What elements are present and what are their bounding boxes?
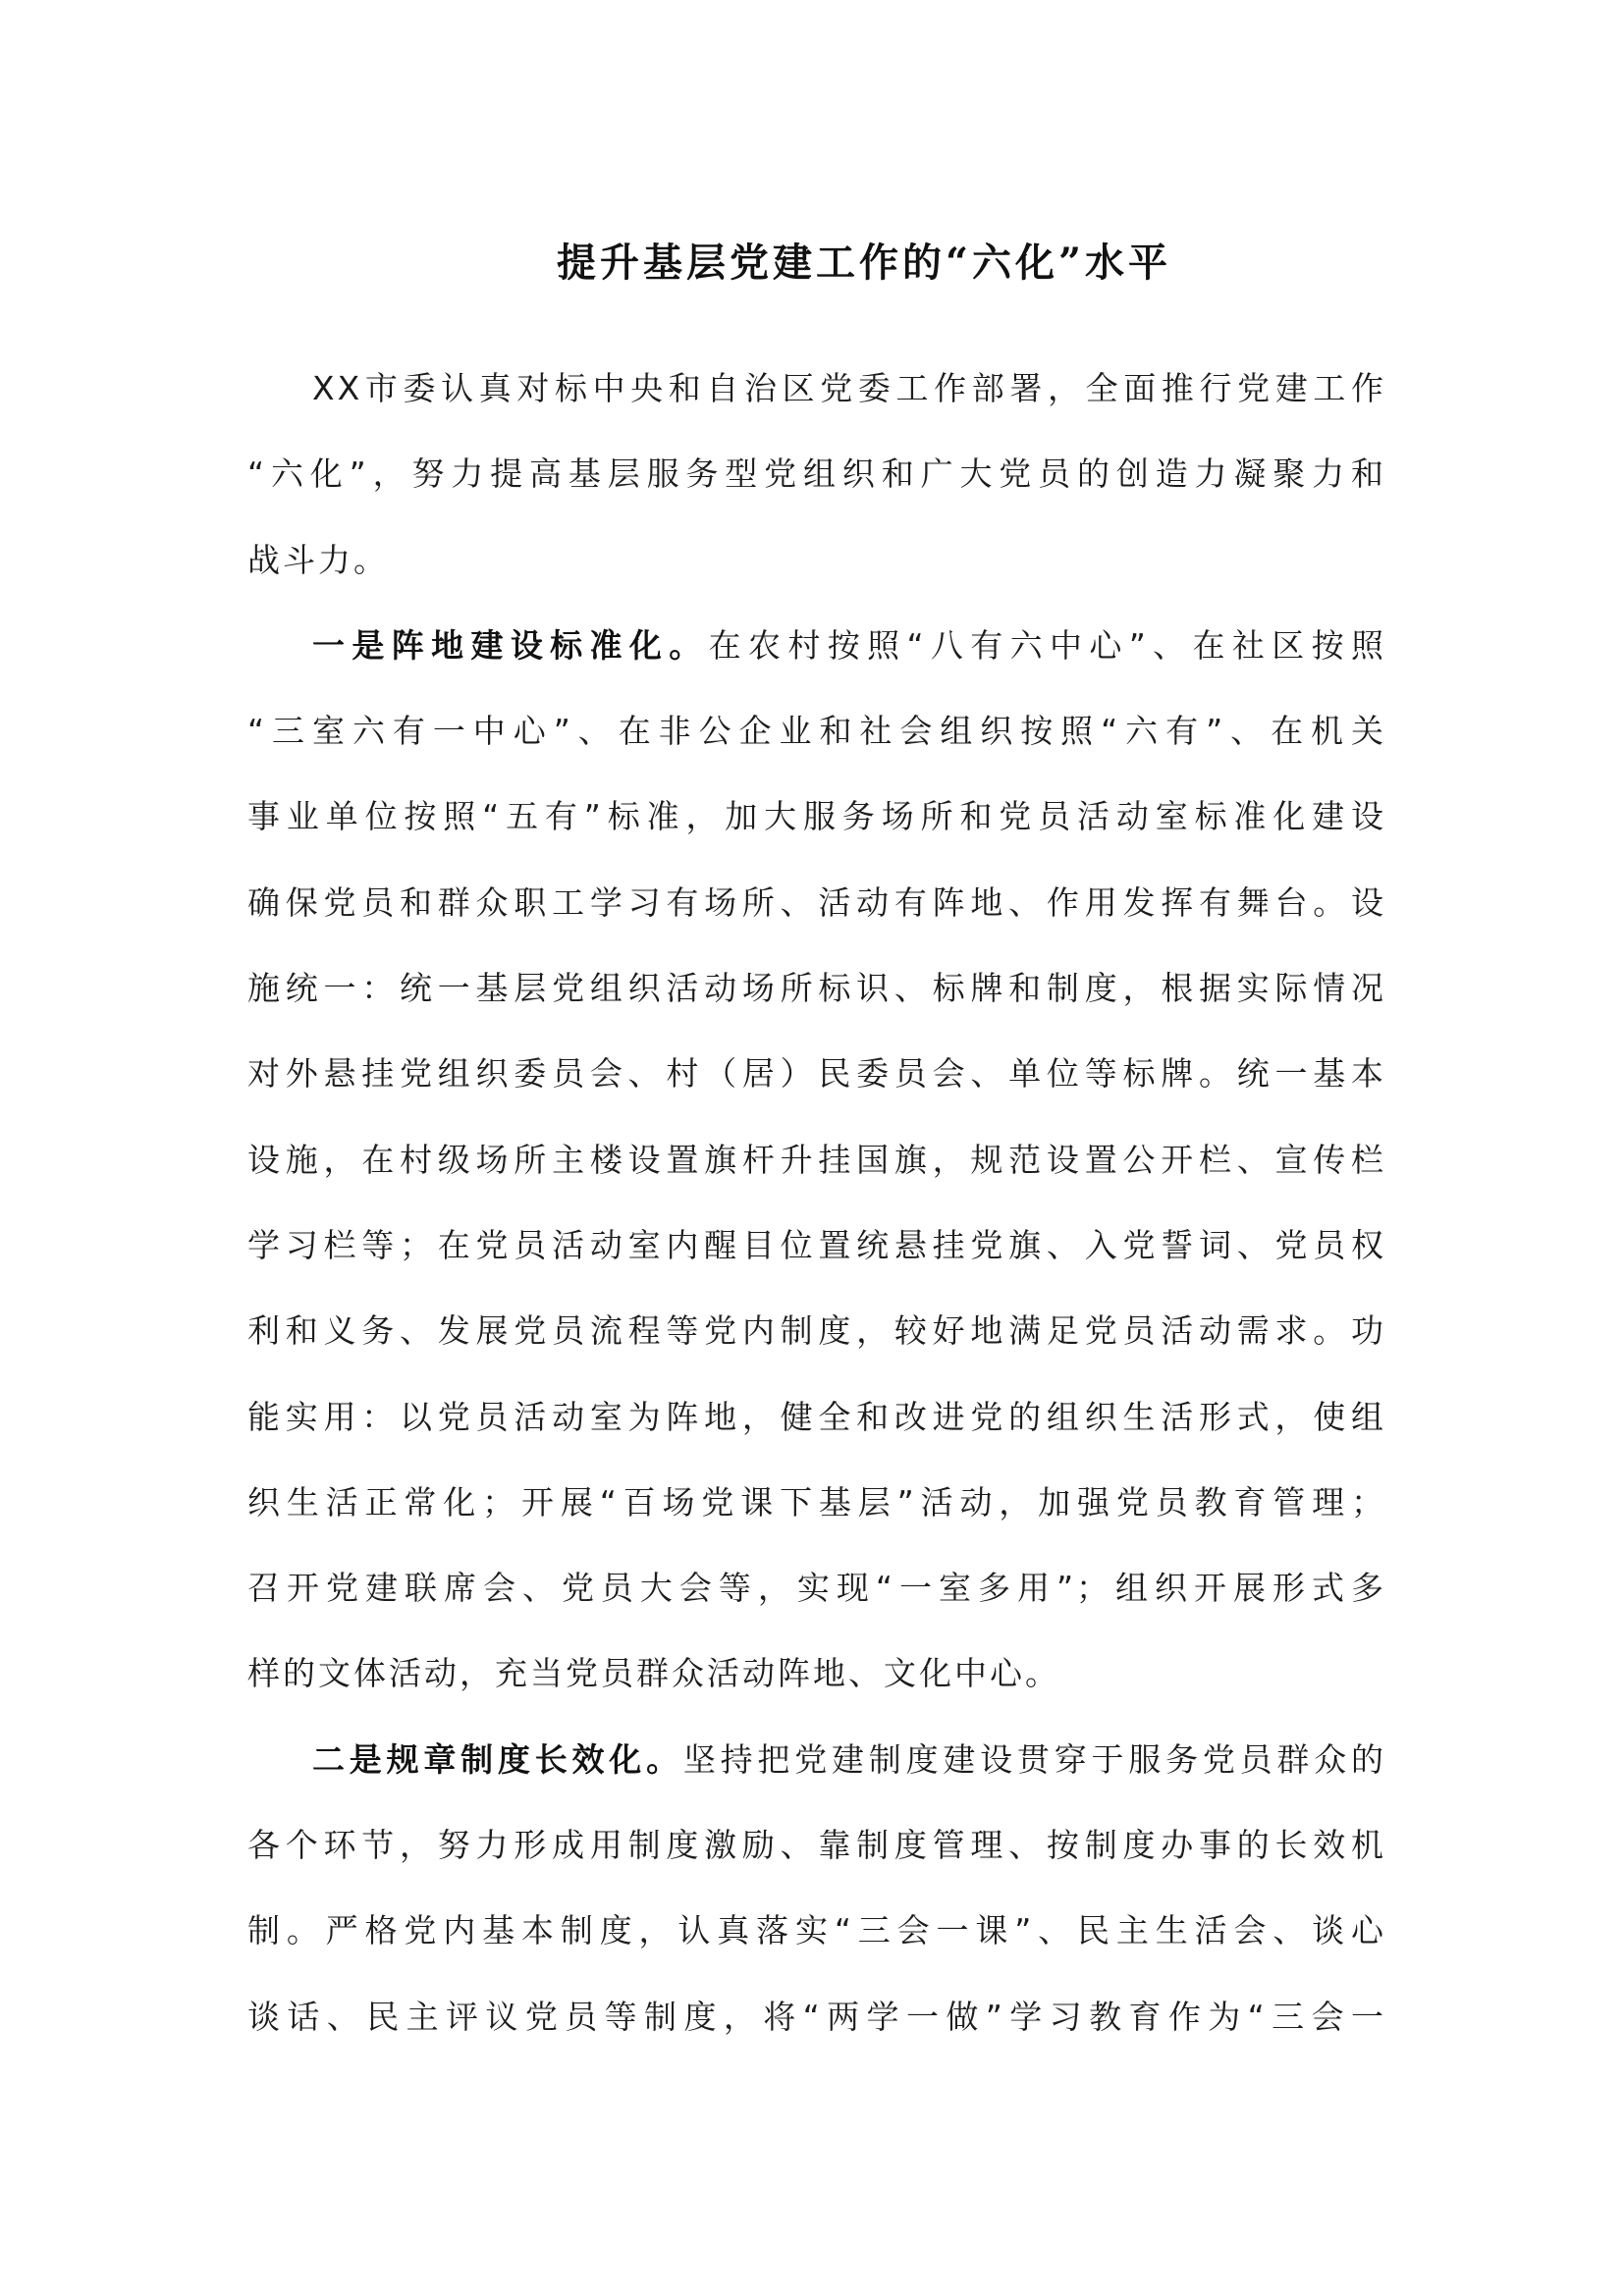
document-body xyxy=(247,346,1386,2059)
paragraph-line: “六化”，努力提高基层服务型党组织和广大党员的创造力凝聚力和 xyxy=(247,454,1386,494)
paragraph-standardization xyxy=(247,603,1386,1717)
paragraph-line: XX市委认真对标中央和自治区党委工作部署，全面推行党建工作 xyxy=(312,369,1386,407)
document-title: 提升基层党建工作的“六化”水平 xyxy=(556,240,1171,286)
paragraph-lead-heading: 一是阵地建设标准化。 xyxy=(312,625,709,665)
paragraph-line: 能实用：以党员活动室为阵地，健全和改进党的组织生活形式，使组 xyxy=(247,1397,1386,1436)
paragraph-first-line xyxy=(247,1717,1386,1802)
paragraph-regulations xyxy=(247,1717,1386,2059)
paragraph-line: 对外悬挂党组织委员会、村（居）民委员会、单位等标牌。统一基本 xyxy=(247,1054,1386,1094)
paragraph-line: 战斗力。 xyxy=(247,540,389,579)
paragraph-line: 召开党建联席会、党员大会等，实现“一室多用”；组织开展形式多 xyxy=(247,1569,1386,1608)
paragraph-line: 施统一：统一基层党组织活动场所标识、标牌和制度，根据实际情况 xyxy=(247,969,1386,1008)
paragraph-line: 样的文体活动，充当党员群众活动阵地、文化中心。 xyxy=(247,1654,1060,1693)
paragraph-line-text: 在农村按照“八有六中心”、在社区按照 xyxy=(708,625,1386,665)
paragraph-intro xyxy=(247,346,1386,603)
paragraph-line: 确保党员和群众职工学习有场所、活动有阵地、作用发挥有舞台。设 xyxy=(247,882,1386,922)
paragraph-line: 各个环节，努力形成用制度激励、靠制度管理、按制度办事的长效机 xyxy=(247,1826,1386,1865)
paragraph-line: 事业单位按照“五有”标准，加大服务场所和党员活动室标准化建设 xyxy=(247,797,1386,836)
paragraph-line: 学习栏等；在党员活动室内醒目位置统悬挂党旗、入党誓词、党员权 xyxy=(247,1225,1386,1264)
paragraph-line: 制。严格党内基本制度，认真落实“三会一课”、民主生活会、谈心 xyxy=(247,1911,1386,1950)
paragraph-line: 设施，在村级场所主楼设置旗杆升挂国旗，规范设置公开栏、宣传栏 xyxy=(247,1140,1386,1179)
paragraph-first-line xyxy=(247,603,1386,688)
paragraph-line-text: 坚持把党建制度建设贯穿于服务党员群众的 xyxy=(682,1739,1386,1779)
paragraph-line: 利和义务、发展党员流程等党内制度，较好地满足党员活动需求。功 xyxy=(247,1311,1386,1351)
paragraph-lead-heading: 二是规章制度长效化。 xyxy=(312,1739,683,1779)
paragraph-line: 谈话、民主评议党员等制度，将“两学一做”学习教育作为“三会一 xyxy=(247,1997,1386,2036)
paragraph-line: 织生活正常化；开展“百场党课下基层”活动，加强党员教育管理； xyxy=(247,1482,1386,1522)
paragraph-line: “三室六有一中心”、在非公企业和社会组织按照“六有”、在机关 xyxy=(247,712,1386,751)
